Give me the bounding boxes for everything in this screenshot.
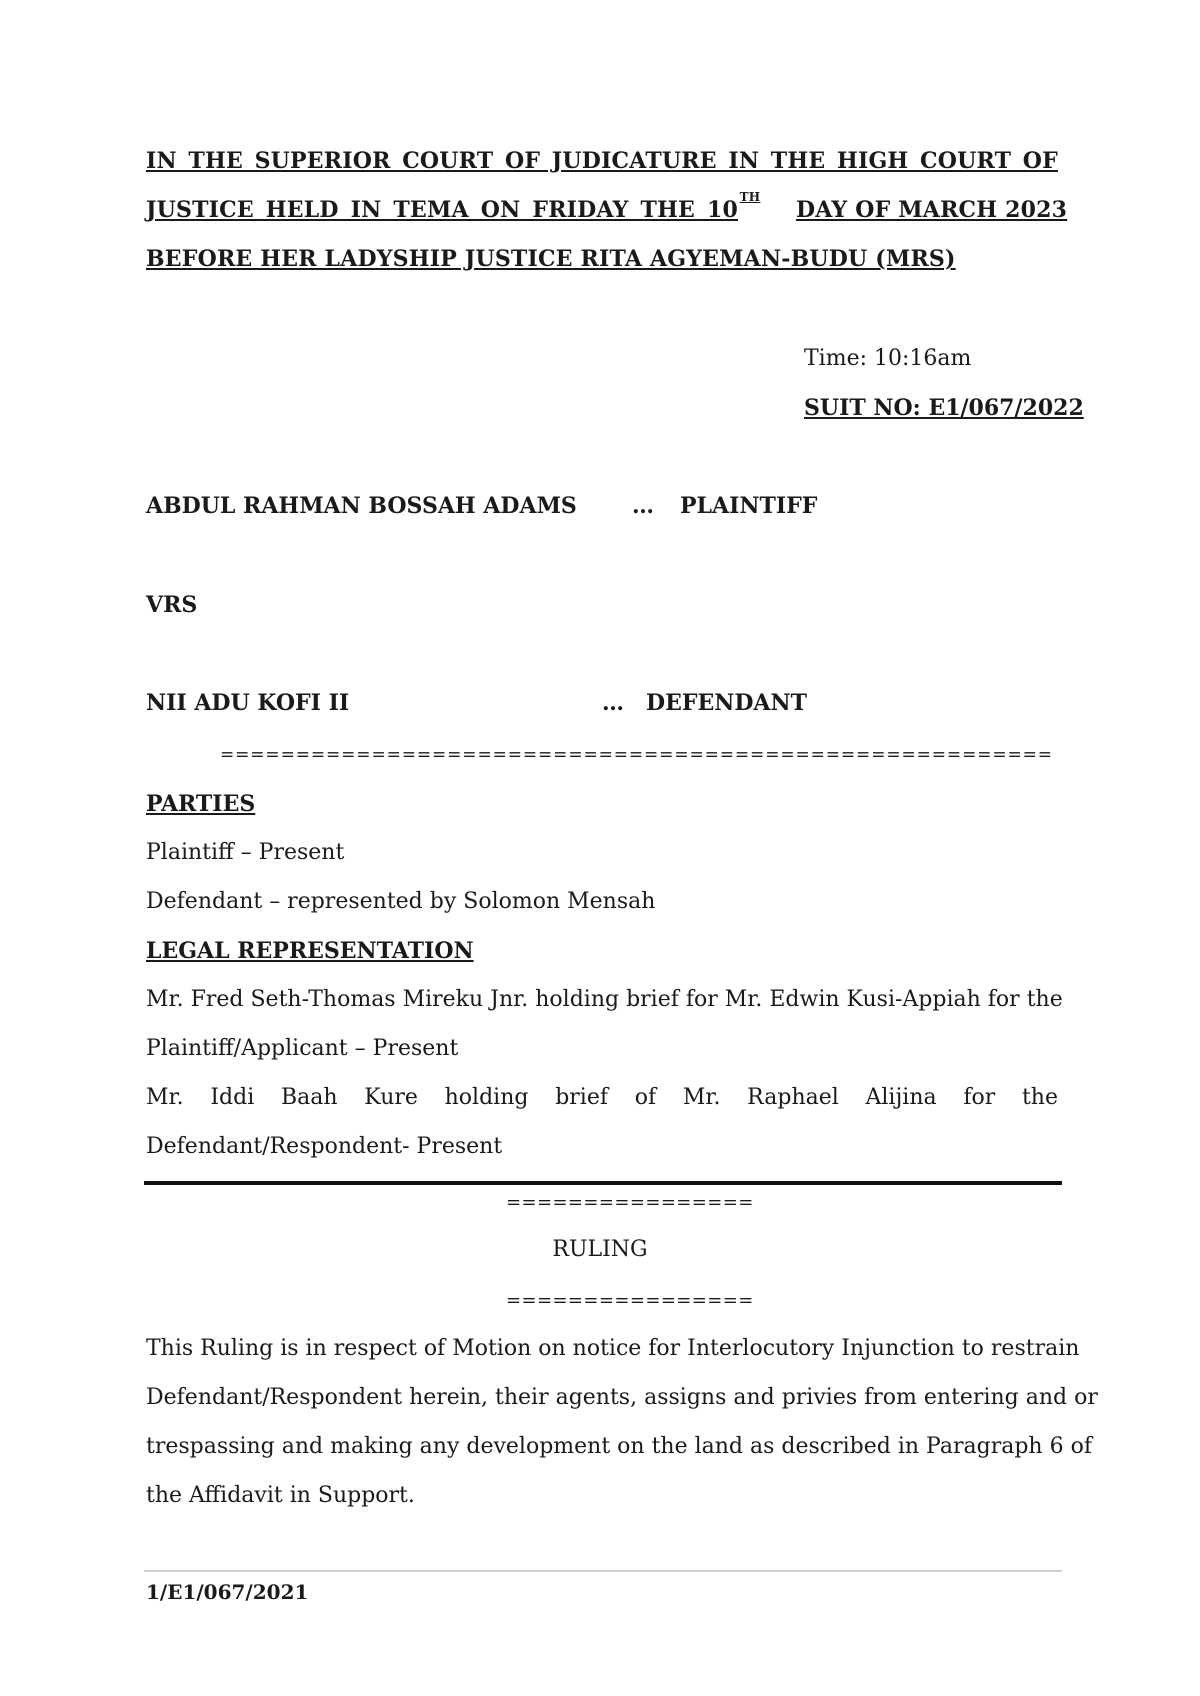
defendant-ellipsis: …	[602, 690, 624, 716]
legal-representation-heading: LEGAL REPRESENTATION	[146, 938, 474, 964]
versus-label: VRS	[146, 592, 198, 618]
court-heading-line-2	[146, 190, 1068, 223]
court-heading-line-2-pre: JUSTICE HELD IN TEMA ON FRIDAY THE 10	[146, 197, 738, 223]
ruling-paragraph-line-1: This Ruling is in respect of Motion on notice for Interlocutory Injunction to restrain	[146, 1336, 1080, 1361]
ruling-paragraph-line-4: the Affidavit in Support.	[146, 1483, 415, 1508]
ruling-paragraph-line-2: Defendant/Respondent herein, their agents, assigns and privies from entering and or	[146, 1385, 1098, 1410]
separator-long: =======================================================	[220, 745, 1053, 765]
parties-heading: PARTIES	[146, 791, 256, 817]
court-heading-line-2-sup: TH	[739, 190, 761, 204]
plaintiff-role: PLAINTIFF	[680, 493, 818, 519]
horizontal-rule	[144, 1181, 1062, 1185]
plaintiff-ellipsis: …	[632, 493, 654, 519]
court-heading-line-2-post: DAY OF MARCH 2023	[795, 197, 1068, 223]
legal-rep-2-line-1: Mr. Iddi Baah Kure holding brief of Mr. Raphael Alijina for the	[146, 1085, 1058, 1110]
footer-page-reference: 1/E1/067/2021	[146, 1580, 309, 1604]
plaintiff-name: ABDUL RAHMAN BOSSAH ADAMS	[146, 493, 577, 519]
legal-rep-2-line-2: Defendant/Respondent- Present	[146, 1134, 503, 1159]
ruling-separator-bottom: ================	[506, 1290, 754, 1311]
ruling-separator-top: ================	[506, 1192, 754, 1213]
suit-number: SUIT NO: E1/067/2022	[804, 395, 1084, 421]
defendant-role: DEFENDANT	[646, 690, 807, 716]
ruling-title: RULING	[552, 1237, 648, 1262]
parties-defendant: Defendant – represented by Solomon Mensah	[146, 889, 656, 914]
court-heading-line-3: BEFORE HER LADYSHIP JUSTICE RITA AGYEMAN-BUDU (MRS)	[146, 246, 956, 272]
footer-rule	[144, 1570, 1062, 1572]
legal-rep-1-line-2: Plaintiff/Applicant – Present	[146, 1036, 459, 1061]
hearing-time: Time: 10:16am	[804, 346, 972, 371]
ruling-paragraph-line-3: trespassing and making any development on the land as described in Paragraph 6 of	[146, 1434, 1092, 1459]
court-heading-line-1: IN THE SUPERIOR COURT OF JUDICATURE IN THE HIGH COURT OF	[146, 148, 1058, 174]
parties-plaintiff: Plaintiff – Present	[146, 840, 345, 865]
legal-rep-1-line-1: Mr. Fred Seth-Thomas Mireku Jnr. holding brief for Mr. Edwin Kusi-Appiah for the	[146, 987, 1063, 1012]
defendant-name: NII ADU KOFI II	[146, 690, 350, 716]
